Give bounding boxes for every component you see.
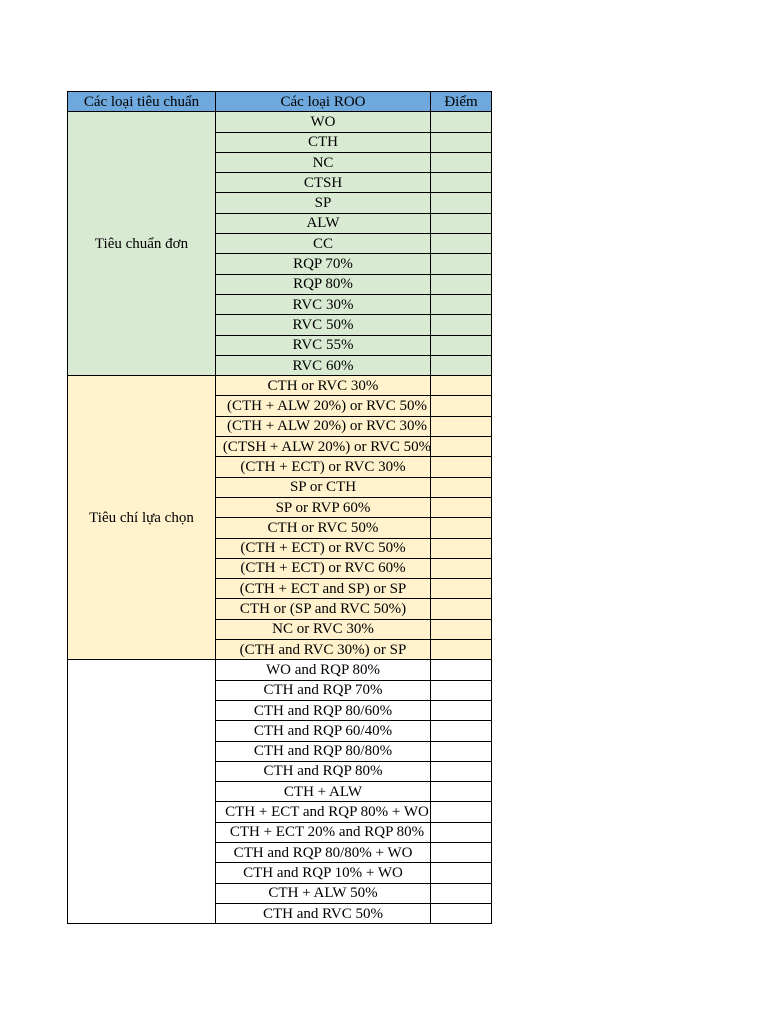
- roo-text: (CTH + ECT and SP) or SP: [239, 580, 407, 597]
- roo-cell[interactable]: [216, 782, 431, 802]
- roo-cell[interactable]: [216, 234, 431, 254]
- roo-text: CTSH: [303, 174, 343, 191]
- roo-text: CTH or (SP and RVC 50%): [239, 601, 407, 618]
- roo-text: RVC 30%: [292, 296, 354, 313]
- roo-text: CTH or RVC 50%: [267, 519, 379, 536]
- table-row: [68, 376, 492, 396]
- roo-cell[interactable]: [216, 538, 431, 558]
- roo-cell[interactable]: [216, 132, 431, 152]
- score-cell[interactable]: [431, 112, 492, 132]
- roo-text: CTH and RQP 80%: [263, 763, 383, 780]
- score-cell[interactable]: [431, 579, 492, 599]
- score-cell[interactable]: [431, 274, 492, 294]
- roo-text: CTH and RQP 80/60%: [253, 702, 393, 719]
- score-cell[interactable]: [431, 396, 492, 416]
- roo-text: (CTH + ALW 20%) or RVC 30%: [226, 418, 428, 435]
- roo-text: SP or CTH: [289, 479, 357, 496]
- roo-text: WO: [310, 113, 336, 130]
- score-cell[interactable]: [431, 599, 492, 619]
- header-standard-type[interactable]: Các loại tiêu chuẩn: [68, 92, 216, 112]
- score-cell[interactable]: [431, 700, 492, 720]
- roo-text: WO and RQP 80%: [265, 661, 381, 678]
- roo-cell[interactable]: [216, 376, 431, 396]
- score-cell[interactable]: [431, 335, 492, 355]
- roo-cell[interactable]: [216, 213, 431, 233]
- score-cell[interactable]: [431, 538, 492, 558]
- roo-cell[interactable]: [216, 294, 431, 314]
- roo-text: (CTH + ECT) or RVC 50%: [240, 540, 406, 557]
- score-cell[interactable]: [431, 254, 492, 274]
- roo-cell[interactable]: [216, 680, 431, 700]
- score-cell[interactable]: [431, 842, 492, 862]
- roo-text: SP or RVP 60%: [275, 499, 371, 516]
- roo-text: RVC 50%: [292, 316, 354, 333]
- score-cell[interactable]: [431, 863, 492, 883]
- score-cell[interactable]: [431, 477, 492, 497]
- roo-text: (CTSH + ALW 20%) or RVC 50%: [222, 438, 432, 455]
- roo-cell[interactable]: [216, 173, 431, 193]
- score-cell[interactable]: [431, 680, 492, 700]
- header-score[interactable]: Điểm: [431, 92, 492, 112]
- score-cell[interactable]: [431, 802, 492, 822]
- header-roo-type[interactable]: Các loại ROO: [216, 92, 431, 112]
- roo-cell[interactable]: [216, 416, 431, 436]
- roo-text: CTH and RQP 10% + WO: [243, 864, 403, 881]
- group-label-cell[interactable]: Tiêu chuẩn đơn: [68, 112, 216, 376]
- roo-text: CC: [312, 235, 333, 252]
- roo-cell[interactable]: [216, 518, 431, 538]
- score-cell[interactable]: [431, 437, 492, 457]
- score-cell[interactable]: [431, 213, 492, 233]
- roo-text: NC: [312, 154, 334, 171]
- roo-cell[interactable]: [216, 112, 431, 132]
- roo-cell[interactable]: [216, 193, 431, 213]
- score-cell[interactable]: [431, 497, 492, 517]
- roo-text: RQP 80%: [293, 276, 353, 293]
- score-cell[interactable]: [431, 883, 492, 903]
- score-cell[interactable]: [431, 782, 492, 802]
- roo-text: NC or RVC 30%: [272, 621, 374, 638]
- roo-cell[interactable]: [216, 883, 431, 903]
- roo-text: CTH and RVC 50%: [262, 905, 384, 922]
- score-cell[interactable]: [431, 761, 492, 781]
- roo-cell[interactable]: [216, 660, 431, 680]
- roo-text: CTH + ALW 50%: [268, 885, 378, 902]
- score-cell[interactable]: [431, 640, 492, 660]
- roo-cell[interactable]: [216, 741, 431, 761]
- roo-text: RQP 70%: [293, 256, 353, 273]
- roo-cell[interactable]: [216, 477, 431, 497]
- roo-cell[interactable]: [216, 355, 431, 375]
- roo-text: CTH: [308, 134, 338, 151]
- roo-text: CTH + ECT 20% and RQP 80%: [229, 824, 425, 841]
- roo-text: SP: [314, 195, 332, 212]
- roo-cell[interactable]: [216, 396, 431, 416]
- roo-cell[interactable]: [216, 842, 431, 862]
- roo-cell[interactable]: [216, 822, 431, 842]
- roo-text: CTH and RQP 80/80%: [253, 743, 393, 760]
- roo-text: ALW: [306, 215, 340, 232]
- roo-cell[interactable]: [216, 640, 431, 660]
- score-cell[interactable]: [431, 355, 492, 375]
- score-cell[interactable]: [431, 152, 492, 172]
- group-label-cell[interactable]: [68, 660, 216, 924]
- roo-cell[interactable]: [216, 437, 431, 457]
- score-cell[interactable]: [431, 619, 492, 639]
- roo-text: RVC 60%: [292, 357, 354, 374]
- score-cell[interactable]: [431, 193, 492, 213]
- score-cell[interactable]: [431, 518, 492, 538]
- roo-text: CTH + ALW: [283, 783, 363, 800]
- score-cell[interactable]: [431, 315, 492, 335]
- roo-text: (CTH + ECT) or RVC 60%: [240, 560, 406, 577]
- group-label-cell[interactable]: Tiêu chí lựa chọn: [68, 376, 216, 660]
- roo-text: RVC 55%: [292, 337, 354, 354]
- roo-cell[interactable]: [216, 335, 431, 355]
- score-cell[interactable]: [431, 173, 492, 193]
- roo-cell[interactable]: [216, 558, 431, 578]
- roo-cell[interactable]: [216, 700, 431, 720]
- roo-cell[interactable]: [216, 721, 431, 741]
- score-cell[interactable]: [431, 903, 492, 923]
- roo-cell[interactable]: [216, 903, 431, 923]
- table-row: [68, 660, 492, 680]
- roo-text: (CTH + ECT) or RVC 30%: [240, 458, 406, 475]
- roo-cell[interactable]: [216, 802, 431, 822]
- roo-cell[interactable]: [216, 274, 431, 294]
- score-cell[interactable]: [431, 416, 492, 436]
- roo-cell[interactable]: [216, 152, 431, 172]
- score-cell[interactable]: [431, 822, 492, 842]
- roo-text: CTH or RVC 30%: [267, 377, 379, 394]
- roo-text: CTH and RQP 60/40%: [253, 722, 393, 739]
- roo-cell[interactable]: [216, 619, 431, 639]
- roo-cell[interactable]: [216, 599, 431, 619]
- roo-text: CTH and RQP 80/80% + WO: [233, 844, 413, 861]
- roo-table: [67, 91, 492, 924]
- roo-cell[interactable]: [216, 863, 431, 883]
- score-cell[interactable]: [431, 234, 492, 254]
- roo-cell[interactable]: [216, 761, 431, 781]
- roo-text: CTH + ECT and RQP 80% + WO: [225, 804, 429, 821]
- roo-cell[interactable]: [216, 315, 431, 335]
- score-cell[interactable]: [431, 132, 492, 152]
- roo-text: (CTH + ALW 20%) or RVC 50%: [226, 398, 428, 415]
- roo-cell[interactable]: [216, 457, 431, 477]
- score-cell[interactable]: [431, 376, 492, 396]
- roo-text: (CTH and RVC 30%) or SP: [239, 641, 407, 658]
- score-cell[interactable]: [431, 294, 492, 314]
- table-row: [68, 112, 492, 132]
- header-row: [68, 92, 492, 112]
- roo-text: CTH and RQP 70%: [263, 682, 383, 699]
- score-cell[interactable]: [431, 457, 492, 477]
- roo-cell[interactable]: [216, 579, 431, 599]
- score-cell[interactable]: [431, 721, 492, 741]
- score-cell[interactable]: [431, 741, 492, 761]
- score-cell[interactable]: [431, 660, 492, 680]
- roo-cell[interactable]: [216, 497, 431, 517]
- table-body: [68, 112, 492, 924]
- score-cell[interactable]: [431, 558, 492, 578]
- roo-cell[interactable]: [216, 254, 431, 274]
